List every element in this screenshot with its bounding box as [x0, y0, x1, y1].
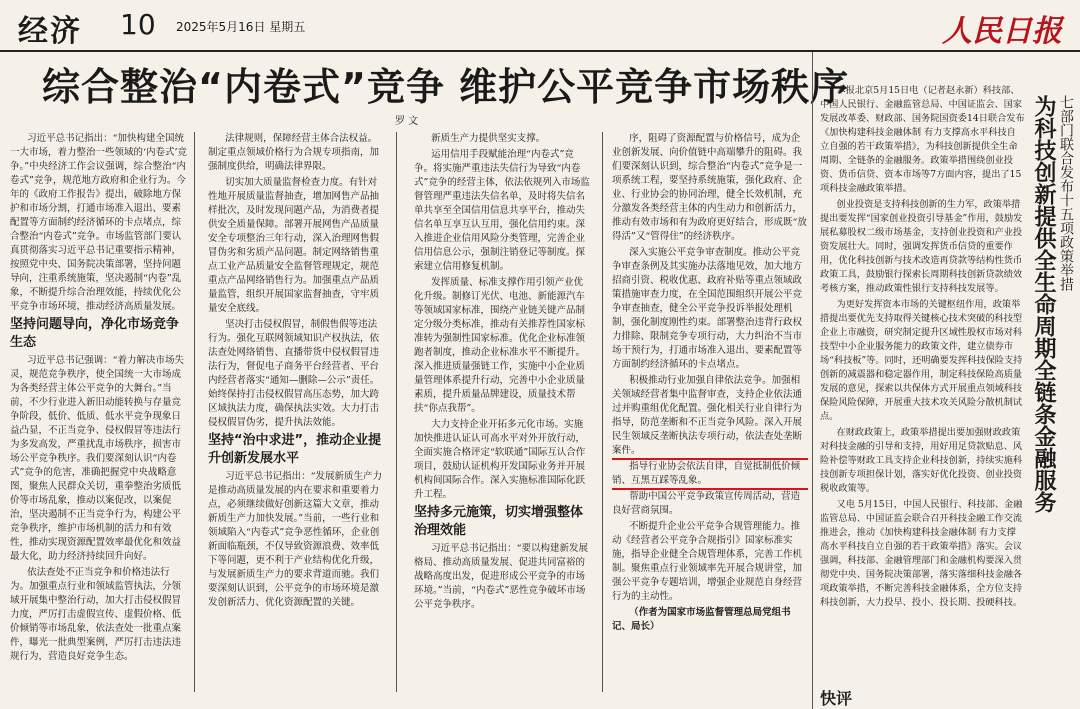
paragraph: 发挥质量、标准支撑作用引领产业优化升级。制修订光伏、电池、新能源汽车等领域国家标准，围绕产业链关键产品制定分级分类标准，推动有关推荐性国家标准转为强制性国家标准。优化企业标准领跑者制度，推动企业标准水平不断提升。深入推进质量强链工作，实施中小企业质量管理体系提升行动，完善中小企业质量素质，提升质量品牌建设，质量技术帮扶“你点我帮”。 — [414, 277, 586, 414]
paragraph: 习近平总书记指出：“发展新质生产力是推动高质量发展的内在要求和重要着力点，必须继续做好创新这篇大文章，推动新质生产力加快发展。”当前，一些行业和领域陷入“内卷式”竞争恶性循环，企业创新面临瓶颈，不仅导致资源浪费、效率低下等问题，更不利于产业结构优化升级，与发展新质生产力的要求背道而驰。我们要深刻认识到，公平竞争的市场环境是激发创新活力、优化资源配置的关键。 — [208, 471, 382, 608]
section-name: 经济 — [18, 14, 82, 49]
paragraph: 坚决打击侵权假冒，制假售假等违法行为。强化互联网领域知识产权执法，依法查处网络销售、直播带货中侵权假冒违法行为，督促电子商务平台经营者、平台内经营者落实“通知—删除—公示”责任。始终保持打击侵权假冒高压态势，加大跨区域执法力度，确保执法实效。大力打击侵权假冒伪劣，提升执法效能。 — [208, 319, 380, 428]
article-byline: 罗 文 — [395, 116, 419, 127]
paragraph: 帮助中国公平竞争政策宣传周活动，营造良好营商氛围。 — [612, 491, 801, 516]
author-note: （作者为国家市场监督管理总局党组书记、局长） — [612, 607, 791, 632]
article-column-4 — [612, 132, 808, 636]
kuaiping-label: 快评 — [820, 689, 853, 708]
paragraph: 法律规则，保障经营主体合法权益。制定重点领域价格行为合规专项指南，加强制度供给，明确法律界限。 — [208, 133, 380, 172]
column-divider — [396, 132, 397, 692]
paragraph: 深入实施公平竞争审查制度。推动公平竞争审查条例及其实施办法落地见效，加大地方招商引资、税收优惠、政府补贴等重点领域政策措施审查力度，在全国范围组织开展公平竞争审查抽查，健全公平竞争投诉举报处理机制，强化制度刚性约束。部署整治违背行政权力排除、限制竞争专项行动，大力纠治不当市场干预行为，打通市场准入退出、要素配置等方面制约经济循环的卡点堵点。 — [612, 247, 803, 370]
paragraph: 不断提升企业公平竞争合规管理能力。推动《经营者公平竞争合规指引》国家标准实施，指导企业健全合规管理体系，完善工作机制。聚焦重点行业领域率先开展合规讲堂，加强公平竞争专题培训，增强企业规范自身经营行为的主动性。 — [612, 521, 803, 602]
column-divider — [194, 132, 195, 692]
newspaper-logo: 人民日报 — [942, 14, 1062, 49]
masthead — [0, 0, 1080, 52]
article-column-3 — [414, 132, 592, 614]
paragraph: 为更好发挥资本市场的关键枢纽作用，政策举措提出要优先支持取得关键核心技术突破的科技型企业上市融资，研究制定提升区域性股权市场对科技型中小企业服务能力的政策文件，建立债券市场“科技板”等。同时，还明确要发挥科技保险支持创新的减震器和稳定器作用，制定科技保险高质量发展的意见，探索以共保体方式开展重点领域科技保险风险保障，开展重大技术攻关风险分散机制试点。 — [820, 299, 1023, 422]
subheading: 坚持多元施策，切实增强整体治理效能 — [414, 505, 584, 538]
paragraph: 切实加大质量监督检查力度。有针对性地开展质量监督抽查，增加网售产品抽样批次，及时发现问题产品，为消费者提供安全质量保障。部署开展网售产品质量安全专项整治三年行动，深入治理网售假冒伪劣和劣质产品问题。制定网络销售重点工业产品质量安全监督管理规定，规范重点产品网络销售行为。加强重点产品质量监管，组织开展国家监督抽查，守牢质量安全底线。 — [208, 177, 380, 314]
paragraph: 积极推动行业加强自律依法竞争。加强相关领域经营者集中监督审查，支持企业依法通过并购重组优化配置。强化相关行业自律行为指导，防范垄断和不正当竞争风险。深入开展民生领域反垄断执法专项行动，依法查处垄断案件。 — [612, 375, 803, 456]
sidebar-kicker: 七部门联合发布十五项政策举措 — [1058, 95, 1074, 291]
paragraph: 大力支持企业开拓多元化市场。实施加快推进认证认可高水平对外开放行动，全面实施合格评定“软联通”国际互认合作项目，鼓励认证机构开发国际业务并开展机构间国际合作。深入实施标准国际化跃升工程。 — [414, 419, 586, 500]
paragraph: 本报北京5月15日电（记者赵永新）科技部、中国人民银行、金融监管总局、中国证监会、国家发展改革委、财政部、国务院国资委14日联合发布《加快构建科技金融体制 有力支撑高水平科技自立自强的若干政策举措》，为科技创新提供全生命周期、全链条的金融服务。政策举措围绕创业投资、货币信贷、资本市场等7方面内容，提出了15项科技金融政策举措。 — [820, 85, 1025, 194]
paragraph: 新质生产力提供坚实支撑。 — [431, 133, 546, 144]
paragraph: 习近平总书记强调：“着力解决市场失灵，规范竞争秩序，使全国统一大市场成为各类经营主体公平竞争的大舞台。”当前，不少行业进入新旧动能转换与存量竞争阶段，低价、低质、低水平竞争现象日益凸显，不正当竞争、侵权假冒等违法行为多发高发，严重扰乱市场秩序，损害市场公平竞争秩序。我们要深刻认识“内卷式”竞争的危害，准确把握党中央战略意图，聚焦人民群众关切，重拳整治劣质低价等市场乱象，推动以案促改，以案促治，坚决遏制不正当竞争行为，构建公平竞争秩序，维护市场机制的活力和有效性，推动实现资源配置效率最优化和效益最大化，助力经济持续回升向好。 — [10, 355, 184, 562]
subheading: 坚持“治中求进”，推动企业提升创新发展水平 — [208, 433, 382, 466]
paragraph: 运用信用手段赋能治理“内卷式”竞争。将实施严重违法失信行为导致“内卷式”竞争的经营主体，依法依规列入市场监督管理严重违法失信名单，及时将失信名单共享至全国信用信息共享平台，推动失信名单互享互认互用，强化信用约束。深入推进企业信用风险分类管理，完善企业信用信息公示，强制注销登记等制度。探索建立信用修复机制。 — [414, 149, 590, 272]
sidebar-article — [820, 84, 1025, 612]
article-column-2 — [208, 132, 386, 612]
paragraph: 又电 5月15日，中国人民银行、科技部、金融监管总局、中国证监会联合召开科技金融工作交流推进会，推动《加快构建科技金融体制 有力支撑高水平科技自立自强的若干政策举措》落实。会议强调，科技部、金融管理部门和金融机构要深入贯彻党中央、国务院决策部署，落实落细科技金融各项政策举措，不断完善科技金融体系，全方位支持科技创新，大力投早、投小、投长期、投硬科技。 — [820, 499, 1023, 608]
paragraph: 创业投资是支持科技创新的生力军，政策举措提出要发挥“国家创业投资引导基金”作用，鼓励发展私募股权二级市场基金，支持创业投资和产业投资发展壮大。同时，强调发挥货币信贷的重要作用，优化科技创新与技术改造再贷款等结构性货币政策工具，鼓励银行探索长周期科技创新贷款绩效考核方案，推动政策性银行支持科技发展等。 — [820, 199, 1023, 294]
column-divider — [602, 132, 603, 692]
issue-date: 2025年5月16日 星期五 — [176, 20, 306, 34]
paragraph: 依法查处不正当竞争和价格违法行为。加强重点行业和领域监管执法，分领域开展集中整治行动，加大打击侵权假冒力度，严厉打击虚假宣传、虚假价格、低价倾销等市场乱象，依法查处一批重点案件，曝光一批典型案例，严厉打击违法违规行为，营造良好竞争生态。 — [10, 567, 182, 662]
page-number: 10 — [120, 8, 156, 41]
paragraph: 习近平总书记指出：“要以构建新发展格局、推动高质量发展、促进共同富裕的战略高度出发，促进形成公平竞争的市场环境。”当前，“内卷式”恶性竞争破坏市场公平竞争秩序。 — [414, 543, 588, 610]
subheading: 坚持问题导向，净化市场竞争生态 — [10, 317, 180, 350]
article-column-1 — [10, 132, 188, 666]
sidebar-headline: 为科技创新提供全生命周期全链条金融服务 — [1031, 95, 1056, 513]
paragraph: 在财政政策上，政策举措提出要加强财政政策对科技金融的引导和支持，用好用足贷款贴息、风险补偿等财政工具支持企业科技创新，持续实施科技创新专项担保计划，落实好优化投资、创业投资税收政策等。 — [820, 427, 1023, 494]
paragraph: 习近平总书记指出：“加快构建全国统一大市场，着力整治一些领域的‘内卷式’竞争。”中央经济工作会议强调，综合整治“内卷式”竞争，规范地方政府和企业行为。今年的《政府工作报告》提出，破除地方保护和市场分割，打通市场准入退出、要素配置等方面制约经济循环的卡点堵点，综合整治“内卷式”竞争。市场监管部门要认真贯彻落实习近平总书记重要指示精神，按照党中央、国务院决策部署，坚持问题导向，注重系统施策，坚决遏制“内卷”乱象，不断提升综合治理效能，持续优化公平竞争市场环境，推动经济高质量发展。 — [10, 133, 188, 312]
highlighted-sentence: 指导行业协会依法自律，自觉抵制低价倾销、互黑互踩等乱象。 — [612, 460, 808, 488]
paragraph: 序，阻碍了资源配置与价格信号，成为企业创新发展、向价值链中高端攀升的阻碍。我们要深刻认识到，综合整治“内卷式”竞争是一项系统工程，要坚持系统施策，强化政府、企业、行业协会的协同治理，健全长效机制，充分激发各类经营主体的内生动力和创新活力，推动有效市场和有为政府更好结合，形成既“放得活”又“管得住”的经济秩序。 — [612, 133, 807, 242]
article-headline: 综合整治“内卷式”竞争 维护公平竞争市场秩序 — [42, 65, 850, 109]
